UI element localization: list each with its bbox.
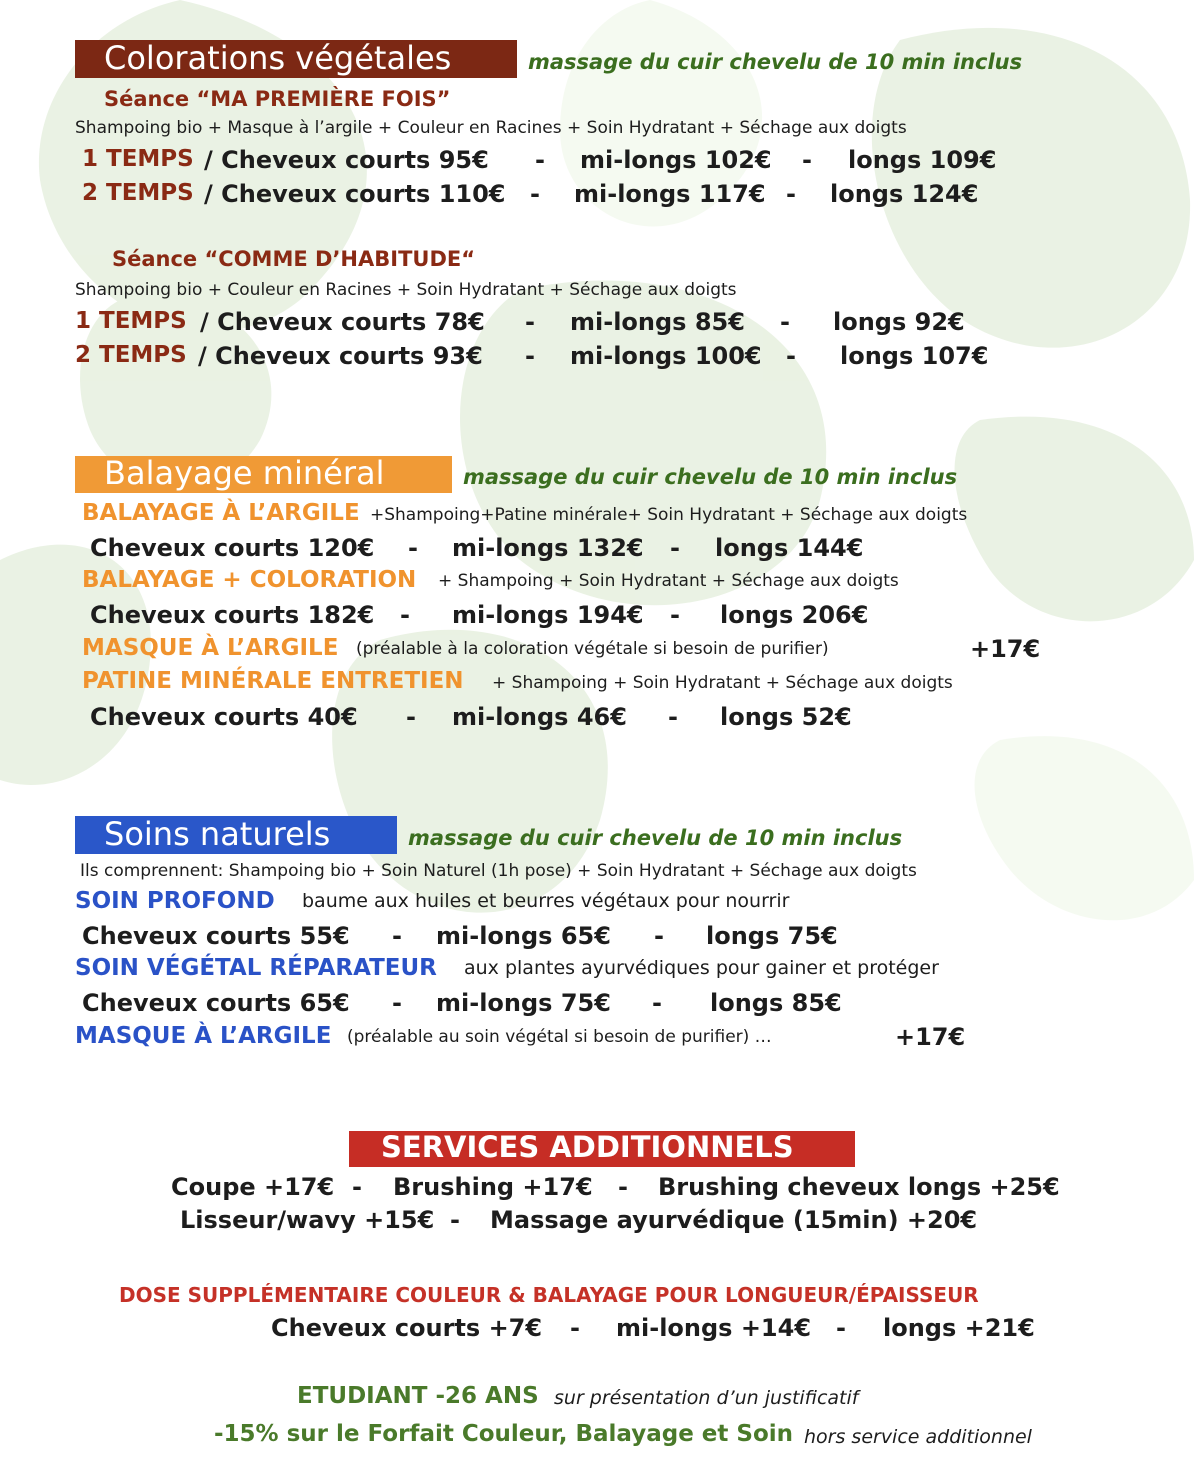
soins-item2-courts: Cheveux courts 65€: [82, 989, 350, 1017]
soins-item1-sep2: -: [654, 922, 664, 950]
seance2-row2-mi: mi-longs 100€: [570, 342, 762, 370]
seance1-row2-longs: longs 124€: [830, 180, 979, 208]
balayage-item2-mi: mi-longs 194€: [452, 601, 644, 629]
service-brushing-longs: Brushing cheveux longs +25€: [658, 1173, 1060, 1201]
seance1-row2-courts: / Cheveux courts 110€: [204, 180, 506, 208]
service-sep1: -: [352, 1173, 362, 1201]
balayage-title: Balayage minéral: [104, 454, 385, 492]
soins-item1-sep1: -: [392, 922, 402, 950]
balayage-item1-desc: +Shampoing+Patine minérale+ Soin Hydratant + Séchage aux doigts: [370, 505, 968, 525]
balayage-item4-longs: longs 52€: [720, 703, 852, 731]
balayage-item1-courts: Cheveux courts 120€: [90, 534, 375, 562]
soins-title: Soins naturels: [104, 815, 331, 853]
service-sep2: -: [618, 1173, 628, 1201]
balayage-item1-sep2: -: [670, 534, 680, 562]
student-offer: -15% sur le Forfait Couleur, Balayage et Soin: [214, 1421, 794, 1447]
dose-title: DOSE SUPPLÉMENTAIRE COULEUR & BALAYAGE POUR LONGUEUR/ÉPAISSEUR: [119, 1283, 979, 1307]
seance1-row2-label: 2 TEMPS: [82, 180, 194, 206]
balayage-subtitle: massage du cuir chevelu de 10 min inclus: [463, 465, 958, 489]
balayage-item4-sep1: -: [406, 703, 416, 731]
seance2-row2-label: 2 TEMPS: [75, 342, 187, 368]
balayage-item2-courts: Cheveux courts 182€: [90, 601, 375, 629]
seance2-row2-sep1: -: [525, 342, 535, 370]
student-note: sur présentation d’un justificatif: [554, 1387, 859, 1409]
soins-item1-courts: Cheveux courts 55€: [82, 922, 350, 950]
balayage-item3-price: +17€: [970, 635, 1041, 663]
soins-item2-name: SOIN VÉGÉTAL RÉPARATEUR: [75, 955, 437, 981]
seance2-row1-sep1: -: [525, 308, 535, 336]
soins-item1-desc: baume aux huiles et beurres végétaux pour nourrir: [302, 890, 790, 912]
service-coupe: Coupe +17€: [171, 1173, 335, 1201]
balayage-item2-sep2: -: [670, 601, 680, 629]
balayage-item4-desc: + Shampoing + Soin Hydratant + Séchage aux doigts: [492, 673, 953, 693]
soins-item2-sep2: -: [652, 989, 662, 1017]
balayage-item4-mi: mi-longs 46€: [452, 703, 627, 731]
soins-item2-desc: aux plantes ayurvédiques pour gainer et protéger: [464, 957, 939, 979]
dose-mi: mi-longs +14€: [616, 1314, 812, 1342]
seance1-row1-mi: mi-longs 102€: [580, 146, 772, 174]
seance2-title: Séance “COMME D’HABITUDE“: [112, 247, 476, 271]
service-massage: Massage ayurvédique (15min) +20€: [490, 1206, 978, 1234]
seance2-row2-courts: / Cheveux courts 93€: [198, 342, 483, 370]
colorations-title: Colorations végétales: [104, 39, 452, 77]
balayage-item4-name: PATINE MINÉRALE ENTRETIEN: [82, 668, 464, 694]
seance2-desc: Shampoing bio + Couleur en Racines + Soin Hydratant + Séchage aux doigts: [75, 280, 737, 300]
service-lisseur: Lisseur/wavy +15€: [180, 1206, 435, 1234]
service-brushing: Brushing +17€: [393, 1173, 593, 1201]
colorations-subtitle: massage du cuir chevelu de 10 min inclus: [528, 50, 1023, 74]
seance1-row1-sep2: -: [802, 146, 812, 174]
balayage-item2-name: BALAYAGE + COLORATION: [82, 567, 417, 593]
dose-longs: longs +21€: [883, 1314, 1035, 1342]
seance1-row1-label: 1 TEMPS: [82, 146, 194, 172]
service-sep3: -: [450, 1206, 460, 1234]
soins-item3-price: +17€: [895, 1023, 966, 1051]
seance2-row1-courts: / Cheveux courts 78€: [200, 308, 485, 336]
student-title: ETUDIANT -26 ANS: [297, 1383, 539, 1409]
balayage-item1-longs: longs 144€: [715, 534, 864, 562]
dose-sep1: -: [570, 1314, 580, 1342]
soins-item1-name: SOIN PROFOND: [75, 888, 275, 914]
seance2-row2-sep2: -: [786, 342, 796, 370]
soins-item3-desc: (préalable au soin végétal si besoin de purifier) …: [347, 1027, 772, 1047]
seance1-desc: Shampoing bio + Masque à l’argile + Couleur en Racines + Soin Hydratant + Séchage aux doigts: [75, 118, 907, 138]
balayage-item1-name: BALAYAGE À L’ARGILE: [82, 500, 360, 526]
balayage-item2-longs: longs 206€: [720, 601, 869, 629]
soins-item2-sep1: -: [392, 989, 402, 1017]
soins-item3-name: MASQUE À L’ARGILE: [75, 1023, 332, 1049]
balayage-item3-desc: (préalable à la coloration végétale si besoin de purifier): [356, 639, 829, 659]
seance1-title: Séance “MA PREMIÈRE FOIS”: [104, 87, 451, 111]
seance1-row1-sep1: -: [535, 146, 545, 174]
dose-sep2: -: [836, 1314, 846, 1342]
balayage-item1-mi: mi-longs 132€: [452, 534, 644, 562]
seance2-row1-mi: mi-longs 85€: [570, 308, 745, 336]
soins-item2-mi: mi-longs 75€: [436, 989, 611, 1017]
balayage-item3-name: MASQUE À L’ARGILE: [82, 635, 339, 661]
seance1-row2-mi: mi-longs 117€: [574, 180, 766, 208]
student-offer-note: hors service additionnel: [804, 1426, 1032, 1448]
services-title: SERVICES ADDITIONNELS: [381, 1130, 794, 1164]
balayage-item1-sep1: -: [408, 534, 418, 562]
seance2-row1-sep2: -: [780, 308, 790, 336]
seance1-row2-sep2: -: [786, 180, 796, 208]
seance2-row2-longs: longs 107€: [840, 342, 989, 370]
balayage-item4-courts: Cheveux courts 40€: [90, 703, 358, 731]
balayage-item2-sep1: -: [400, 601, 410, 629]
dose-courts: Cheveux courts +7€: [271, 1314, 543, 1342]
balayage-item2-desc: + Shampoing + Soin Hydratant + Séchage aux doigts: [438, 571, 899, 591]
soins-item2-longs: longs 85€: [710, 989, 842, 1017]
soins-intro: Ils comprennent: Shampoing bio + Soin Naturel (1h pose) + Soin Hydratant + Séchage aux doigts: [80, 861, 917, 881]
seance2-row1-label: 1 TEMPS: [75, 308, 187, 334]
soins-item1-mi: mi-longs 65€: [436, 922, 611, 950]
seance2-row1-longs: longs 92€: [833, 308, 965, 336]
seance1-row2-sep1: -: [530, 180, 540, 208]
balayage-item4-sep2: -: [668, 703, 678, 731]
seance1-row1-longs: longs 109€: [848, 146, 997, 174]
soins-subtitle: massage du cuir chevelu de 10 min inclus: [408, 826, 903, 850]
soins-item1-longs: longs 75€: [706, 922, 838, 950]
seance1-row1-courts: / Cheveux courts 95€: [204, 146, 489, 174]
